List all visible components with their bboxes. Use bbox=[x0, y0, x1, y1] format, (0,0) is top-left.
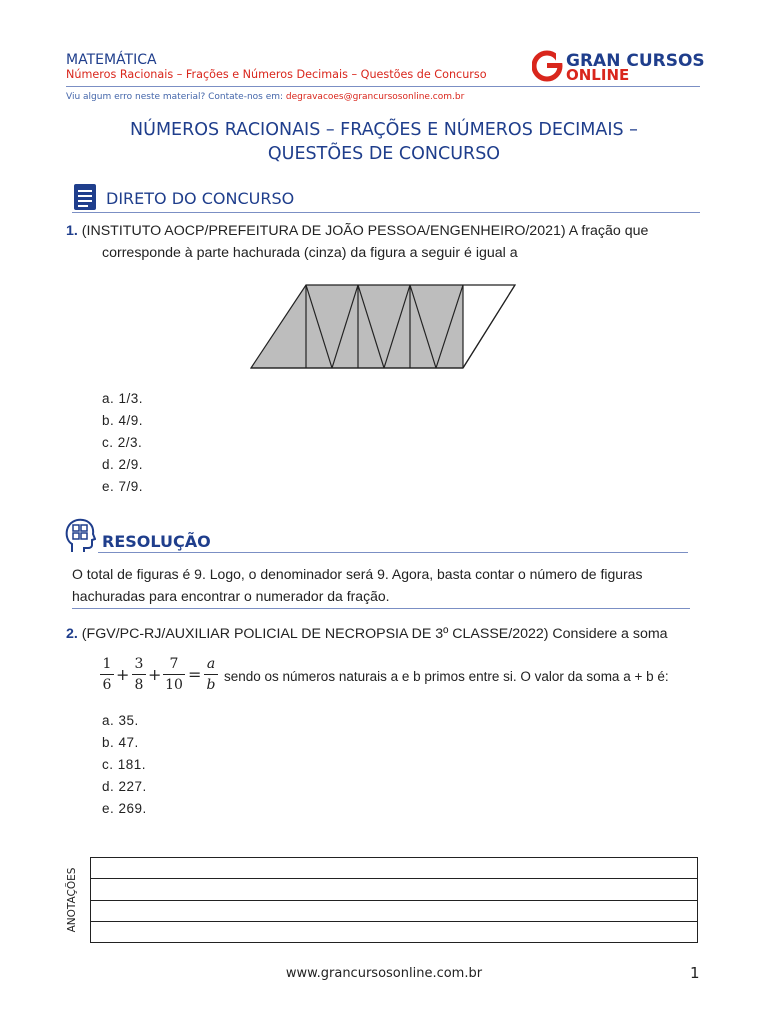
subject-title: MATEMÁTICA bbox=[66, 52, 157, 68]
fraction-2-denominator: 8 bbox=[134, 677, 144, 693]
logo-text-top: GRAN CURSOS bbox=[566, 51, 705, 71]
resolution-heading: RESOLUÇÃO bbox=[102, 532, 211, 551]
q2-option-d: d. 227. bbox=[102, 779, 147, 794]
notes-box[interactable] bbox=[90, 857, 698, 943]
question-1-figure bbox=[250, 284, 520, 370]
fraction-4-denominator: b bbox=[206, 677, 216, 693]
equals-sign: = bbox=[188, 665, 202, 684]
notes-label: ANOTAÇÕES bbox=[66, 867, 78, 933]
resolution-head-icon bbox=[64, 518, 96, 554]
resolution-text-line1: O total de figuras é 9. Logo, o denominador será 9. Agora, basta contar o número de figuras bbox=[72, 566, 643, 582]
sum-formula bbox=[100, 656, 220, 698]
q1-option-e: e. 7/9. bbox=[102, 479, 144, 494]
fraction-4-numerator: a bbox=[206, 656, 216, 672]
fraction-1-denominator: 6 bbox=[102, 677, 112, 693]
error-notice bbox=[66, 92, 464, 102]
question-2-text: (FGV/PC-RJ/AUXILIAR POLICIAL DE NECROPSIA DE 3º CLASSE/2022) Considere a soma bbox=[81, 626, 668, 642]
fraction-1-numerator: 1 bbox=[102, 656, 112, 672]
question-2-number: 2. bbox=[66, 626, 78, 642]
q1-option-d: d. 2/9. bbox=[102, 457, 144, 472]
fraction-2 bbox=[132, 656, 146, 693]
error-email-link[interactable]: degravacoes@grancursosonline.com.br bbox=[285, 92, 465, 102]
resolution-divider-bottom bbox=[72, 608, 690, 609]
error-notice-text: Viu algum erro neste material? Contate-nos em: bbox=[66, 92, 284, 102]
q2-option-e: e. 269. bbox=[102, 801, 147, 816]
notes-line-2 bbox=[91, 900, 697, 901]
document-icon bbox=[72, 182, 98, 212]
q2-option-a: a. 35. bbox=[102, 713, 139, 728]
resolution-text-line2: hachuradas para encontrar o numerador da fração. bbox=[72, 588, 390, 604]
page-title-line1: NÚMEROS RACIONAIS – FRAÇÕES E NÚMEROS DECIMAIS – bbox=[130, 120, 638, 140]
footer-website-link[interactable]: www.grancursosonline.com.br bbox=[285, 966, 483, 981]
fraction-4 bbox=[204, 656, 218, 693]
plus-sign-2: + bbox=[148, 665, 162, 684]
section-divider bbox=[72, 212, 700, 213]
fraction-3-numerator: 7 bbox=[169, 656, 179, 672]
plus-sign-1: + bbox=[116, 665, 130, 684]
question-2-continuation: sendo os números naturais a e b primos entre si. O valor da soma a + b é: bbox=[224, 669, 669, 684]
q2-option-b: b. 47. bbox=[102, 735, 139, 750]
q1-option-a: a. 1/3. bbox=[102, 391, 144, 406]
question-1-text: (INSTITUTO AOCP/PREFEITURA DE JOÃO PESSOA/ENGENHEIRO/2021) A fração que bbox=[81, 223, 649, 239]
resolution-divider-top bbox=[98, 552, 688, 553]
logo-text-bottom: ONLINE bbox=[566, 66, 630, 84]
q1-option-b: b. 4/9. bbox=[102, 413, 144, 428]
gran-cursos-logo bbox=[532, 50, 705, 84]
fraction-2-numerator: 3 bbox=[134, 656, 144, 672]
fraction-3 bbox=[163, 656, 185, 693]
question-1-line1 bbox=[66, 220, 706, 242]
question-1-line2: corresponde à parte hachurada (cinza) da figura a seguir é igual a bbox=[102, 245, 518, 261]
notes-label-container bbox=[58, 860, 86, 940]
page-number: 1 bbox=[690, 964, 700, 982]
header-divider bbox=[66, 86, 700, 87]
notes-line-3 bbox=[91, 921, 697, 922]
q2-option-c: c. 181. bbox=[102, 757, 147, 772]
section-heading: DIRETO DO CONCURSO bbox=[106, 189, 295, 208]
fraction-1 bbox=[100, 656, 114, 693]
question-2-line1 bbox=[66, 623, 706, 645]
question-1-number: 1. bbox=[66, 223, 78, 239]
fraction-3-denominator: 10 bbox=[165, 677, 183, 693]
notes-line-1 bbox=[91, 878, 697, 879]
subject-subtitle: Números Racionais – Frações e Números Decimais – Questões de Concurso bbox=[66, 68, 487, 81]
page-title-line2: QUESTÕES DE CONCURSO bbox=[267, 144, 501, 164]
figure-shaded-region bbox=[251, 285, 463, 368]
q1-option-c: c. 2/3. bbox=[102, 435, 143, 450]
